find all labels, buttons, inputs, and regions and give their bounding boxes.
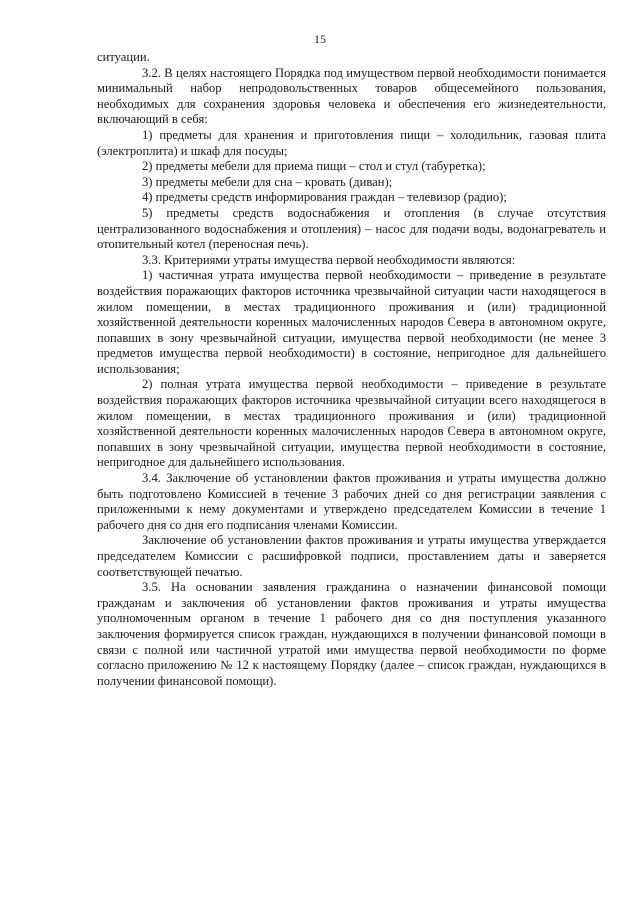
paragraph: 5) предметы средств водоснабжения и отопления (в случае отсутствия централизованного водоснабжения и отопления) – насос для подачи воды, водонагреватель и отопительный котел (переносная печь). <box>97 205 606 252</box>
paragraph: Заключение об установлении фактов проживания и утраты имущества утверждается председателем Комиссии с расшифровкой подписи, проставлением даты и заверяется соответствующей печатью. <box>97 533 606 579</box>
document-body <box>97 50 606 689</box>
paragraph: 1) предметы для хранения и приготовления пищи – холодильник, газовая плита (электроплита) и шкаф для посуды; <box>97 127 606 158</box>
page-number: 15 <box>314 32 326 46</box>
paragraph: 4) предметы средств информирования граждан – телевизор (радио); <box>142 190 507 205</box>
paragraph: ситуации. <box>97 50 150 64</box>
paragraph: 2) предметы мебели для приема пищи – стол и стул (табуретка); <box>142 159 486 174</box>
paragraph: 2) полная утрата имущества первой необходимости – приведение в результате воздействия поражающих факторов источника чрезвычайной ситуации всего находящегося в жилом помещении, в местах традиционного проживания и (или) традиционной хозяйственной деятельности коренных малочисленных народов Севера в автономном округе, попавших в зону чрезвычайной ситуации, имущества первой необходимости в состояние, непригодное для дальнейшего использования. <box>97 377 606 470</box>
paragraph: 3.5. На основании заявления гражданина о назначении финансовой помощи гражданам и заключения об установлении фактов проживания и утраты имущества уполномоченным органом в течение 1 рабочего дня со дня поступления указанного заключения формируется список граждан, нуждающихся в получении финансовой помощи в связи с полной или частичной утратой ими имущества первой необходимости по форме согласно приложению № 12 к настоящему Порядку (далее – список граждан, нуждающихся в получении финансовой помощи). <box>97 580 606 688</box>
paragraph: 3.4. Заключение об установлении фактов проживания и утраты имущества должно быть подготовлено Комиссией в течение 3 рабочих дней со дня регистрации заявления с приложенными к нему документами и утверждено председателем Комиссии в течение 1 рабочего дня со дня его подписания членами Комиссии. <box>97 471 606 532</box>
paragraph: 1) частичная утрата имущества первой необходимости – приведение в результате воздействия поражающих факторов источника чрезвычайной ситуации части находящегося в жилом помещении, в местах традиционного проживания и (или) традиционной хозяйственной деятельности коренных малочисленных народов Севера в автономном округе, попавших в зону чрезвычайной ситуации, имущества первой необходимости (не менее 3 предметов имущества первой необходимости) в состояние, непригодное для дальнейшего использования; <box>97 268 606 376</box>
paragraph: 3) предметы мебели для сна – кровать (диван); <box>142 174 393 189</box>
paragraph: 3.3. Критериями утраты имущества первой необходимости являются: <box>142 252 516 267</box>
paragraph: 3.2. В целях настоящего Порядка под имуществом первой необходимости понимается минимальный набор непродовольственных товаров общесемейного пользования, необходимых для сохранения здоровья человека и обеспечения его жизнедеятельности, включающий в себя: <box>97 65 606 127</box>
